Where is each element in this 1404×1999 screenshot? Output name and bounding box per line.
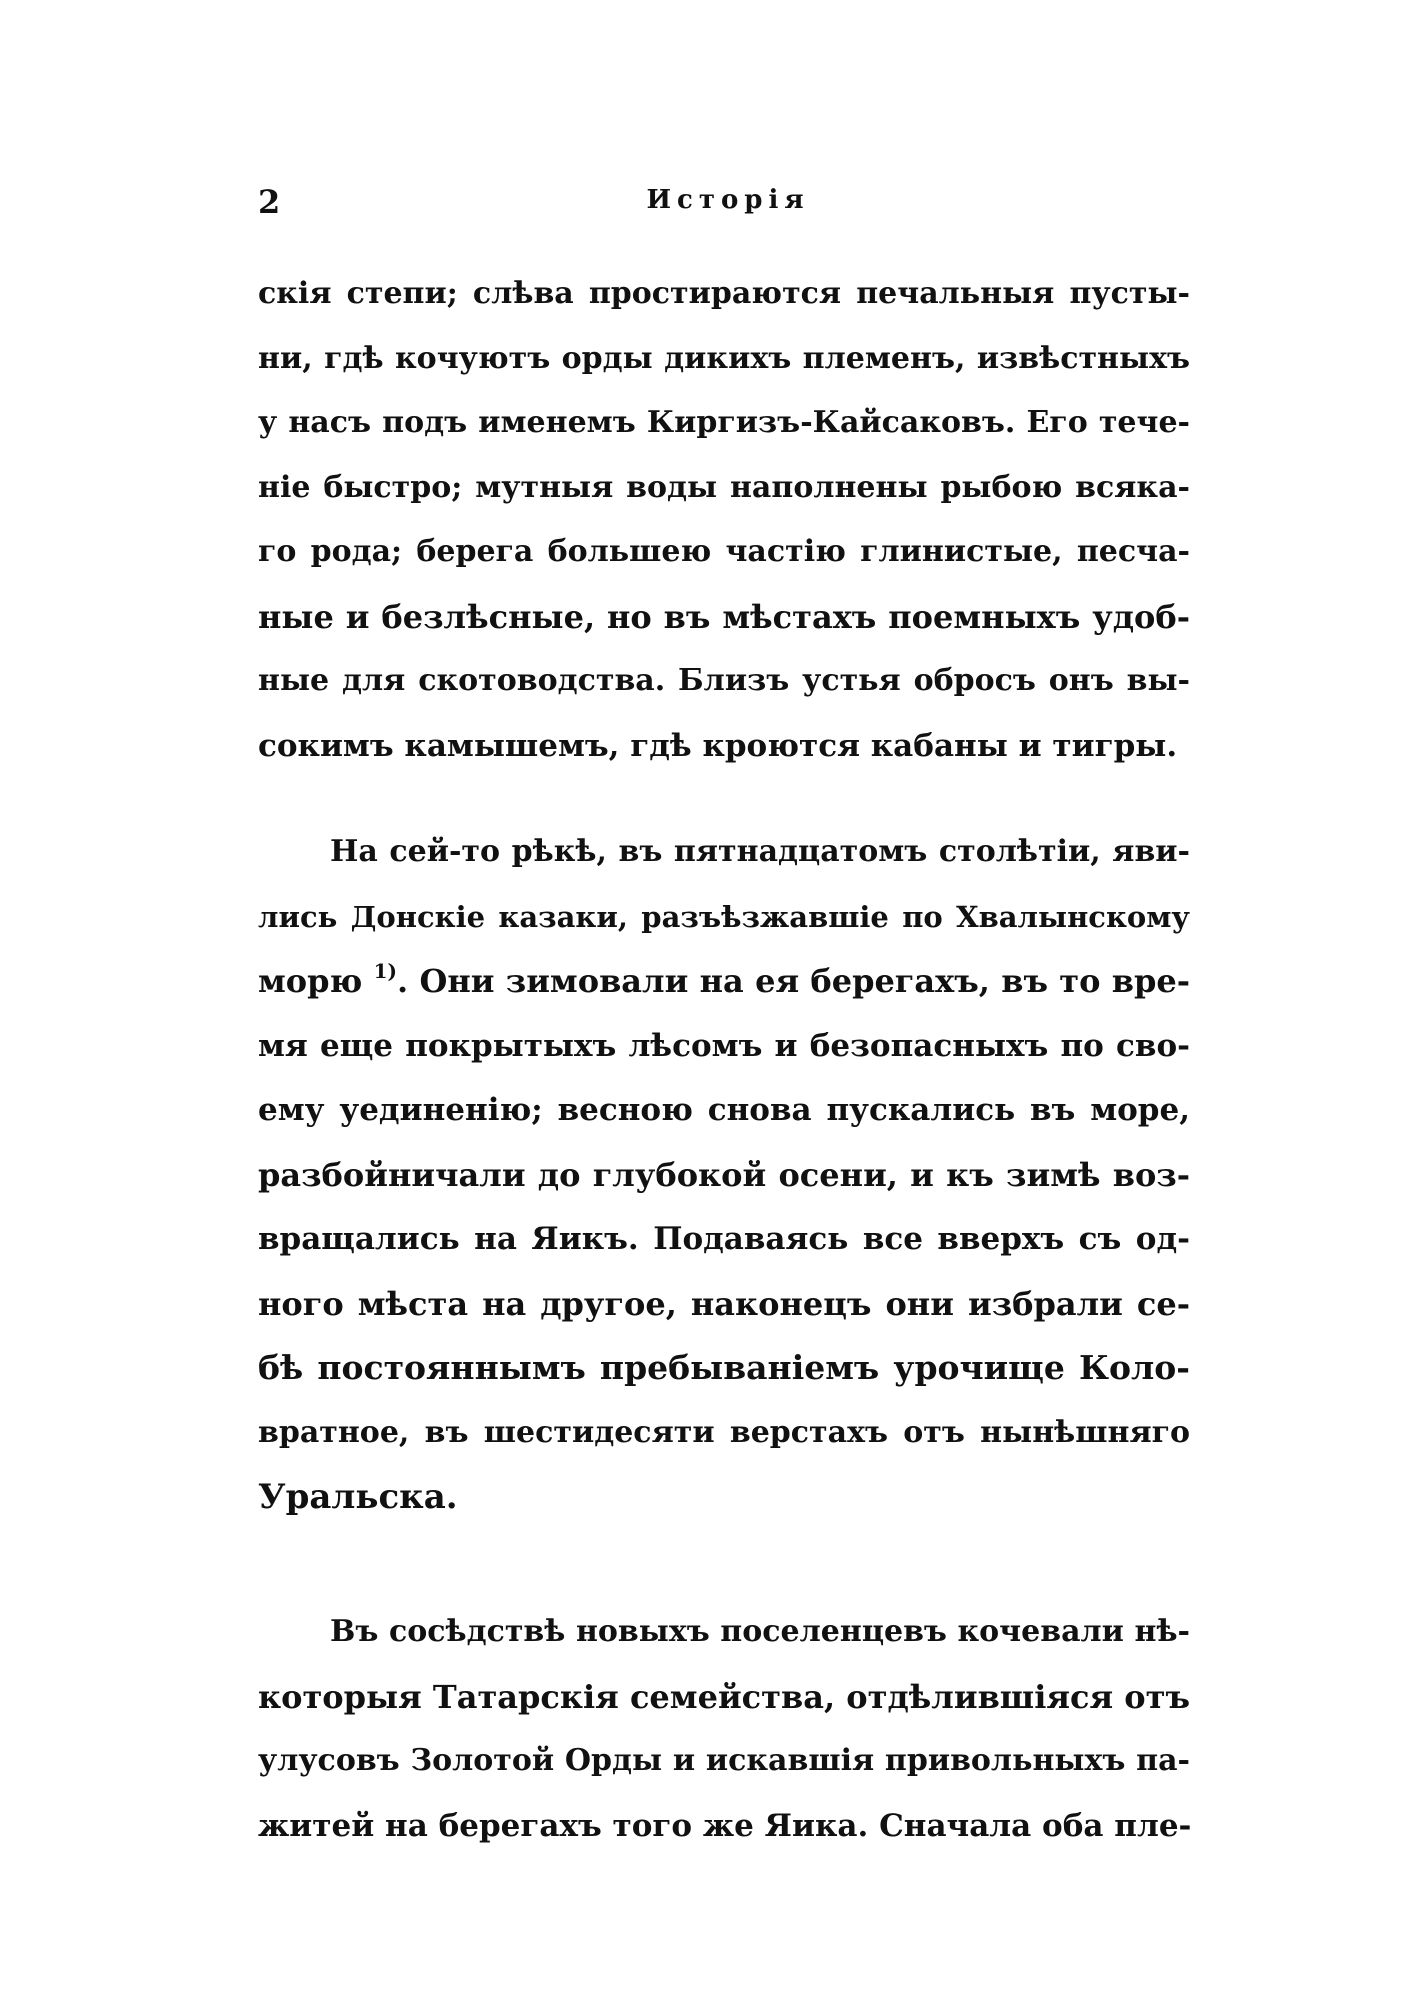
footnote-reference[interactable]: 1): [373, 959, 398, 983]
paragraph-3: [258, 1600, 1190, 1858]
text-line: ные для скотоводства. Близъ устья обросъ онъ вы-: [258, 663, 1190, 698]
text-line: скія степи; слѣва простираются печальныя пусты-: [258, 276, 1190, 311]
text-fragment: морю: [258, 962, 363, 1000]
text-line: ные и безлѣсные, но въ мѣстахъ поемныхъ удоб-: [258, 597, 1190, 636]
text-line: улусовъ Золотой Орды и искавшія привольныхъ па-: [258, 1743, 1190, 1778]
text-line: у насъ подъ именемъ Киргизъ-Кайсаковъ. Его тече-: [258, 405, 1190, 440]
text-line: ного мѣста на другое, наконецъ они избрали се-: [258, 1284, 1190, 1323]
text-line: На сей-то рѣкѣ, въ пятнадцатомъ столѣтіи, яви-: [330, 834, 1190, 869]
text-line: вратное, въ шестидесяти верстахъ отъ нынѣшняго: [258, 1414, 1190, 1450]
paragraph-2: [258, 820, 1190, 1530]
running-head: [258, 183, 1198, 223]
text-line: вращались на Яикъ. Подаваясь все вверхъ съ од-: [258, 1221, 1190, 1257]
paragraph-1: [258, 262, 1190, 778]
text-line: бѣ постояннымъ пребываніемъ урочище Коло-: [258, 1348, 1190, 1387]
text-line: которыя Татарскія семейства, отдѣлившіяся отъ: [258, 1677, 1190, 1716]
text-line: Въ сосѣдствѣ новыхъ поселенцевъ кочевали нѣ-: [330, 1614, 1190, 1649]
text-line: Уральска.: [258, 1477, 458, 1517]
text-line: ни, гдѣ кочуютъ орды дикихъ племенъ, извѣстныхъ: [258, 340, 1190, 376]
text-line: сокимъ камышемъ, гдѣ кроются кабаны и тигры.: [258, 727, 1178, 764]
text-line: ніе быстро; мутныя воды наполнены рыбою всяка-: [258, 469, 1190, 505]
text-line: ему уединенію; весною снова пускались въ море,: [258, 1092, 1190, 1128]
text-line: лись Донскіе казаки, разъѣзжавшіе по Хвалынскому: [258, 899, 1190, 934]
text-line: мя еще покрытыхъ лѣсомъ и безопасныхъ по сво-: [258, 1027, 1190, 1064]
text-line: разбойничали до глубокой осени, и къ зимѣ воз-: [258, 1155, 1190, 1194]
text-fragment: . Они зимовали на ея берегахъ, въ то вре-: [397, 962, 1191, 1000]
running-title: Исторія: [646, 185, 810, 215]
text-line: го рода; берега большею частію глинистые, песча-: [258, 534, 1190, 569]
page-number: 2: [258, 183, 281, 221]
text-line-with-footnote: [258, 949, 1190, 1014]
text-line: житей на берегахъ того же Яика. Сначала оба пле-: [258, 1807, 1192, 1844]
